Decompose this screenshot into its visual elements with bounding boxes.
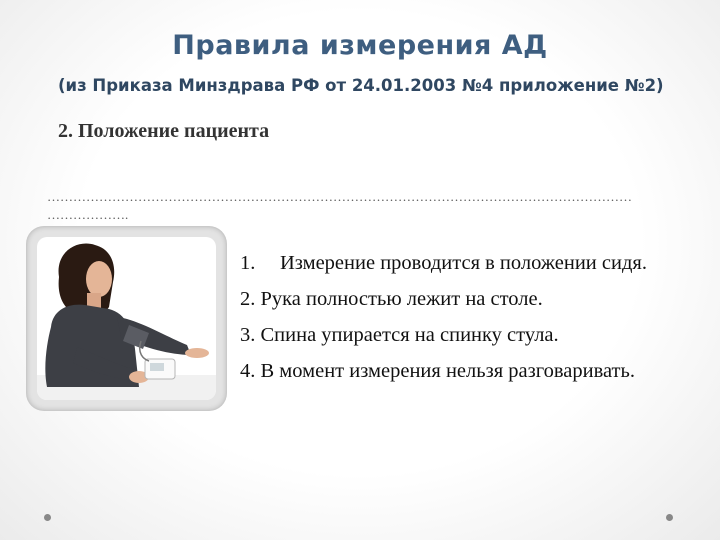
photo-frame <box>26 226 227 411</box>
slide-title: Правила измерения АД <box>172 30 548 61</box>
rule-number: 1. <box>240 252 256 274</box>
dotted-placeholder <box>47 188 687 224</box>
rule-item-1 <box>240 250 710 277</box>
rule-item-2: 2. Рука полностью лежит на столе. <box>240 288 543 310</box>
rule-text: Измерение проводится в положении сидя. <box>280 252 647 274</box>
rule-item-3: 3. Спина упирается на спинку стула. <box>240 324 559 346</box>
dotted-line-1: ……………………………………………………………………………………………………………………… <box>47 189 632 204</box>
corner-dot-icon <box>44 514 51 521</box>
rule-item-4: 4. В момент измерения нельзя разговаривать. <box>240 360 635 382</box>
rules-list <box>240 250 710 394</box>
corner-dot-icon <box>666 514 673 521</box>
slide-subtitle: (из Приказа Минздрава РФ от 24.01.2003 №4 приложение №2) <box>58 76 664 95</box>
woman-measuring-blood-pressure-icon <box>37 237 216 400</box>
dotted-line-2: ………………. <box>47 207 129 222</box>
section-heading: 2. Положение пациента <box>58 120 270 142</box>
